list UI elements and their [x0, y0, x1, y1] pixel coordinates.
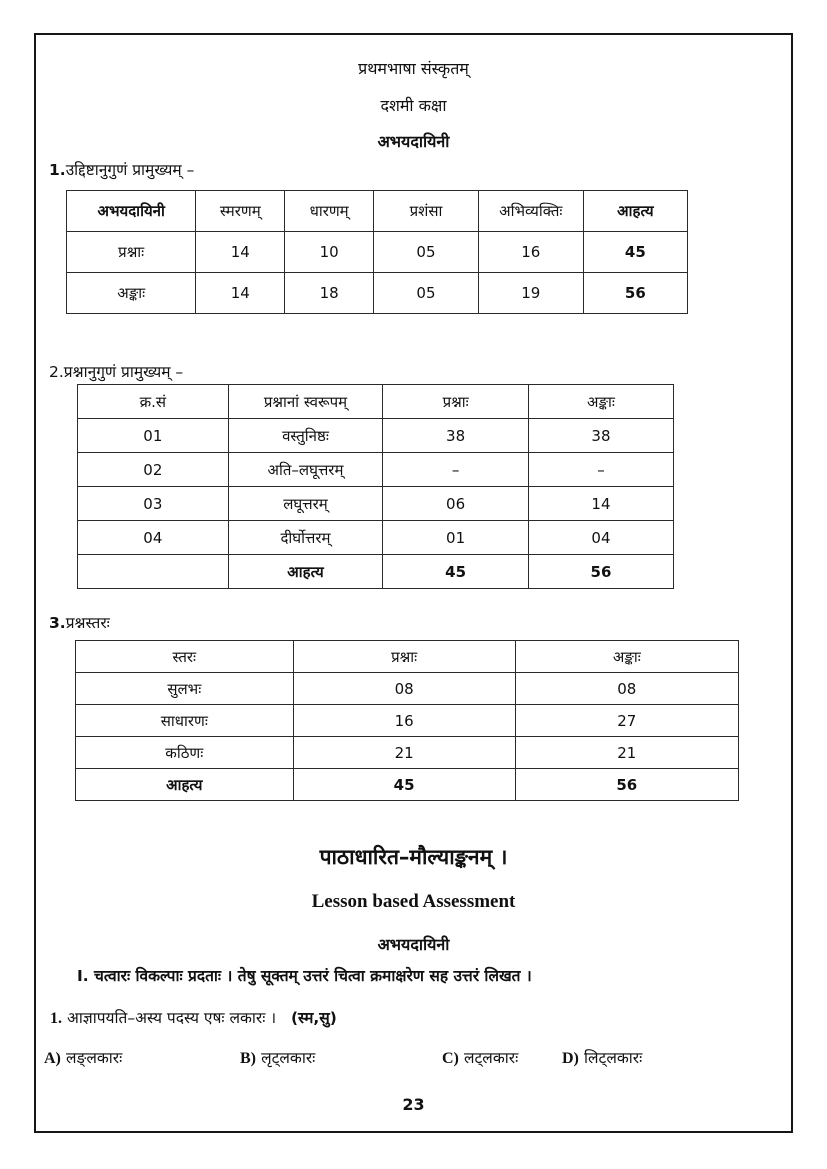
table-row: [76, 769, 739, 801]
table-row: [67, 273, 688, 314]
table-cell: आहत्य: [76, 769, 294, 801]
table-header-cell: स्तरः: [76, 641, 294, 673]
table-cell: प्रश्नाः: [67, 232, 196, 273]
question-1-options: [36, 1046, 791, 1072]
table-row: [76, 705, 739, 737]
table-row: [67, 232, 688, 273]
table-cell: 04: [528, 521, 673, 555]
table-cell: 01: [78, 419, 229, 453]
header-subject: प्रथमभाषा संस्कृतम्: [358, 59, 469, 78]
table-header-cell: अङ्काः: [515, 641, 738, 673]
table-row: [76, 673, 739, 705]
table-cell: 05: [374, 232, 479, 273]
page-frame: [34, 33, 793, 1133]
table-cell: 14: [528, 487, 673, 521]
question-1-number: 1.: [50, 1010, 62, 1027]
table-cell: 08: [515, 673, 738, 705]
table-header-cell: धारणम्: [285, 191, 374, 232]
table-cell: 21: [515, 737, 738, 769]
question-1-text: आज्ञापयति–अस्य पदस्य एषः लकारः ।: [66, 1009, 277, 1027]
table-header-cell: प्रश्नानां स्वरूपम्: [228, 385, 383, 419]
option-d-label: लिट्लकारः: [583, 1049, 643, 1067]
question-1: [50, 1006, 781, 1028]
section-3-heading: [49, 611, 110, 633]
option-b-label: लृट्लकारः: [261, 1049, 316, 1067]
section-1-number: 1.: [49, 161, 66, 179]
table-cell: 45: [293, 769, 515, 801]
table-cell: आहत्य: [228, 555, 383, 589]
table-header-cell: स्मरणम्: [196, 191, 285, 232]
assessment-title-sanskrit: पाठाधारित–मौल्याङ्कनम् ।: [319, 845, 508, 869]
table-cell: वस्तुनिष्ठः: [228, 419, 383, 453]
table-cell: 10: [285, 232, 374, 273]
table-cell: 14: [196, 273, 285, 314]
table-header-cell: प्रश्नाः: [293, 641, 515, 673]
section-3-number: 3.: [49, 614, 66, 632]
table-cell: 38: [383, 419, 529, 453]
table-cell: 06: [383, 487, 529, 521]
table-cell: –: [528, 453, 673, 487]
option-d-letter: D): [562, 1050, 579, 1067]
option-b-letter: B): [240, 1050, 256, 1067]
table-cell: 45: [583, 232, 687, 273]
instruction-line: I. चत्वारः विकल्पाः प्रदताः । तेषु सूक्तम् उत्तरं चित्वा क्रमाक्षरेण सह उत्तरं लिखत ।: [77, 967, 532, 985]
table-header-cell: क्र.सं: [78, 385, 229, 419]
option-a-letter: A): [44, 1050, 61, 1067]
question-level-table: [75, 640, 739, 801]
assessment-subtitle: अभयदायिनी: [377, 935, 450, 954]
table-header-cell: आहत्य: [583, 191, 687, 232]
option-a: [44, 1046, 122, 1068]
table-cell: 38: [528, 419, 673, 453]
table-row: [78, 555, 674, 589]
table-cell: 14: [196, 232, 285, 273]
table-header-row: [78, 385, 674, 419]
page-number: 23: [402, 1095, 425, 1114]
table-cell: 01: [383, 521, 529, 555]
section-2-number: 2.: [49, 363, 64, 381]
table-header-cell: प्रश्नाः: [383, 385, 529, 419]
table-cell: अति–लघूत्तरम्: [228, 453, 383, 487]
table-cell: 56: [528, 555, 673, 589]
table-cell: 21: [293, 737, 515, 769]
table-header-cell: अभिव्यक्तिः: [478, 191, 583, 232]
table-cell: लघूत्तरम्: [228, 487, 383, 521]
table-row: [78, 419, 674, 453]
table-row: [78, 487, 674, 521]
table-cell: –: [383, 453, 529, 487]
table-header-cell: अङ्काः: [528, 385, 673, 419]
section-1-title: उद्दिष्टानुगुणं प्रामुख्यम् –: [65, 161, 195, 179]
header-class: दशमी कक्षा: [380, 96, 447, 115]
option-a-label: लङ्लकारः: [65, 1049, 123, 1067]
table-cell: 03: [78, 487, 229, 521]
table-cell: [78, 555, 229, 589]
table-cell: 16: [478, 232, 583, 273]
section-1-heading: [49, 158, 194, 180]
table-cell: 45: [383, 555, 529, 589]
table-header-cell: प्रशंसा: [374, 191, 479, 232]
table-cell: दीर्घोत्तरम्: [228, 521, 383, 555]
table-cell: साधारणः: [76, 705, 294, 737]
option-c-label: लट्लकारः: [463, 1049, 519, 1067]
option-b: [240, 1046, 315, 1068]
table-header-row: [76, 641, 739, 673]
section-2-heading: [49, 360, 183, 382]
table-cell: 56: [583, 273, 687, 314]
table-header-row: [67, 191, 688, 232]
table-row: [78, 453, 674, 487]
question-type-table: [77, 384, 674, 589]
assessment-title-english: Lesson based Assessment: [311, 891, 516, 912]
table-cell: कठिणः: [76, 737, 294, 769]
objectives-weightage-table: [66, 190, 688, 314]
table-cell: 27: [515, 705, 738, 737]
table-row: [76, 737, 739, 769]
table-header-cell: अभयदायिनी: [67, 191, 196, 232]
table-cell: 08: [293, 673, 515, 705]
table-row: [78, 521, 674, 555]
table-cell: 05: [374, 273, 479, 314]
option-c: [442, 1046, 518, 1068]
section-2-title: प्रश्नानुगुणं प्रामुख्यम् –: [63, 363, 184, 381]
table-cell: 16: [293, 705, 515, 737]
table-cell: सुलभः: [76, 673, 294, 705]
option-d: [562, 1046, 642, 1068]
table-cell: अङ्काः: [67, 273, 196, 314]
table-cell: 02: [78, 453, 229, 487]
section-3-title: प्रश्नस्तरः: [65, 614, 110, 632]
table-cell: 18: [285, 273, 374, 314]
table-cell: 19: [478, 273, 583, 314]
table-cell: 04: [78, 521, 229, 555]
question-1-hint: (स्म,सु): [290, 1009, 337, 1027]
header-lesson-title: अभयदायिनी: [377, 132, 450, 151]
table-cell: 56: [515, 769, 738, 801]
option-c-letter: C): [442, 1050, 459, 1067]
